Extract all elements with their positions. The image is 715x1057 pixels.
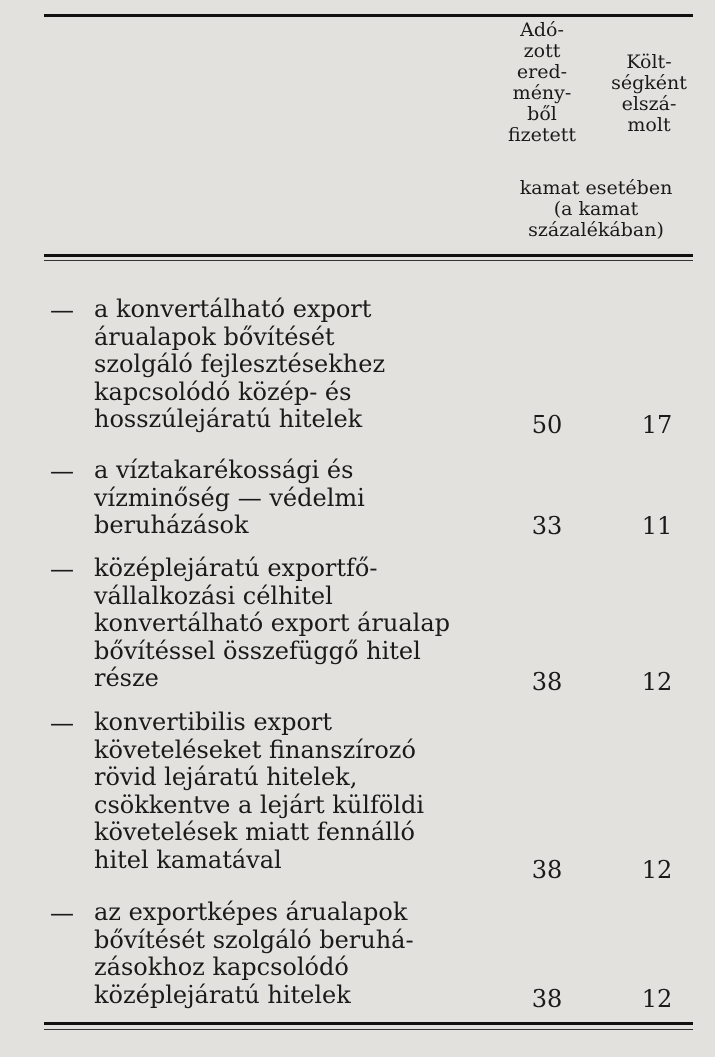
row-description: középlejáratú exportfő- vállalkozási célhitel konvertálható export árualap bővítéssel összefüggő hitel része bbox=[94, 554, 450, 693]
row-dash: — bbox=[50, 555, 74, 583]
row-value-cost: 12 bbox=[641, 668, 673, 696]
row-description: a konvertálható export árualapok bővítését szolgáló fejlesztésekhez kapcsolódó közép- és hosszúlejáratú hitelek bbox=[94, 295, 386, 434]
row-dash: — bbox=[50, 457, 74, 485]
row-description: az exportképes árualapok bővítését szolgáló beruhá- zásokhoz kapcsolódó középlejáratú hitelek bbox=[94, 898, 414, 1009]
row-value-cost: 12 bbox=[641, 985, 673, 1013]
bottom-rule-thin bbox=[44, 1029, 693, 1030]
row-value-cost: 17 bbox=[641, 411, 673, 439]
row-value-profit: 50 bbox=[531, 411, 563, 439]
row-value-cost: 11 bbox=[641, 512, 673, 540]
row-dash: — bbox=[50, 709, 74, 737]
row-value-profit: 33 bbox=[531, 512, 563, 540]
row-value-cost: 12 bbox=[641, 856, 673, 884]
row-dash: — bbox=[50, 899, 74, 927]
row-value-profit: 38 bbox=[531, 668, 563, 696]
header-column-paid-from-profit: Adó- zott ered- mény- ből fizetett bbox=[507, 19, 577, 146]
row-value-profit: 38 bbox=[531, 985, 563, 1013]
header-interest-caption: kamat esetében (a kamat százalékában) bbox=[519, 177, 673, 241]
row-description: a víztakarékossági és vízminőség — védelmi beruházások bbox=[94, 456, 365, 540]
top-rule bbox=[44, 14, 693, 17]
row-dash: — bbox=[50, 296, 74, 324]
row-description: konvertibilis export követeléseket finanszírozó rövid lejáratú hitelek, csökkentve a lejárt külföldi követelések miatt fennálló hitel kamatával bbox=[94, 708, 425, 874]
header-column-accounted-as-cost: Költ- ségként elszá- molt bbox=[611, 51, 687, 136]
header-rule-thin bbox=[44, 260, 693, 261]
header-rule bbox=[44, 254, 693, 257]
bottom-rule bbox=[44, 1022, 693, 1025]
row-value-profit: 38 bbox=[531, 856, 563, 884]
